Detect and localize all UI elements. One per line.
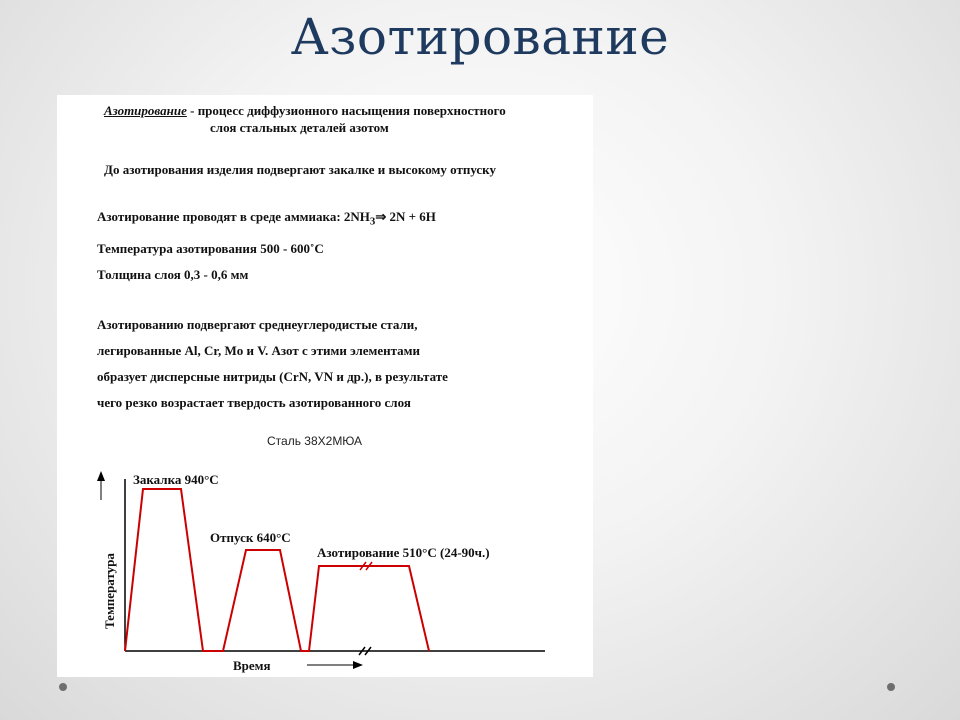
heat-treatment-chart bbox=[57, 95, 593, 677]
definition-term: Азотирование bbox=[104, 103, 187, 118]
steels-line-1: Азотированию подвергают среднеуглеродистые стали, bbox=[97, 317, 418, 332]
thickness-text: Толщина слоя 0,3 - 0,6 мм bbox=[97, 267, 249, 282]
steels-line-3: образует дисперсные нитриды (CrN, VN и др.), в результате bbox=[97, 369, 448, 384]
medium-suffix: ⇒ 2N + 6H bbox=[375, 209, 436, 224]
y-arrow-head bbox=[97, 471, 105, 481]
steels-line-4: чего резко возрастает твердость азотированного слоя bbox=[97, 395, 411, 410]
temperature-profile-line bbox=[125, 489, 429, 651]
y-axis-label: Температура bbox=[102, 553, 117, 629]
chart-title: Сталь 38Х2МЮА bbox=[267, 434, 363, 448]
pretreatment-text: До азотирования изделия подвергают закалке и высокому отпуску bbox=[104, 162, 496, 177]
x-axis-label: Время bbox=[233, 658, 271, 673]
temperature-text: Температура азотирования 500 - 600˚С bbox=[97, 241, 324, 256]
definition-text: - процесс диффузионного насыщения поверхностного bbox=[186, 103, 506, 118]
slide-title: Азотирование bbox=[290, 8, 670, 66]
medium-prefix: Азотирование проводят в среде аммиака: 2NH bbox=[97, 209, 370, 224]
slide-nav-dot-right bbox=[887, 683, 895, 691]
stage-label-nitriding: Азотирование 510°С (24-90ч.) bbox=[317, 545, 490, 560]
stage-label-temper: Отпуск 640°С bbox=[210, 530, 291, 545]
medium-subscript: 3 bbox=[369, 215, 376, 228]
steels-line-2: легированные Al, Cr, Mo и V. Азот с этими элементами bbox=[97, 343, 421, 358]
definition-line-2: слоя стальных деталей азотом bbox=[210, 120, 389, 135]
slide-nav-dot-left bbox=[59, 683, 67, 691]
x-arrow-head bbox=[353, 661, 363, 669]
stage-label-quench: Закалка 940°С bbox=[133, 472, 219, 487]
content-panel bbox=[57, 95, 593, 677]
